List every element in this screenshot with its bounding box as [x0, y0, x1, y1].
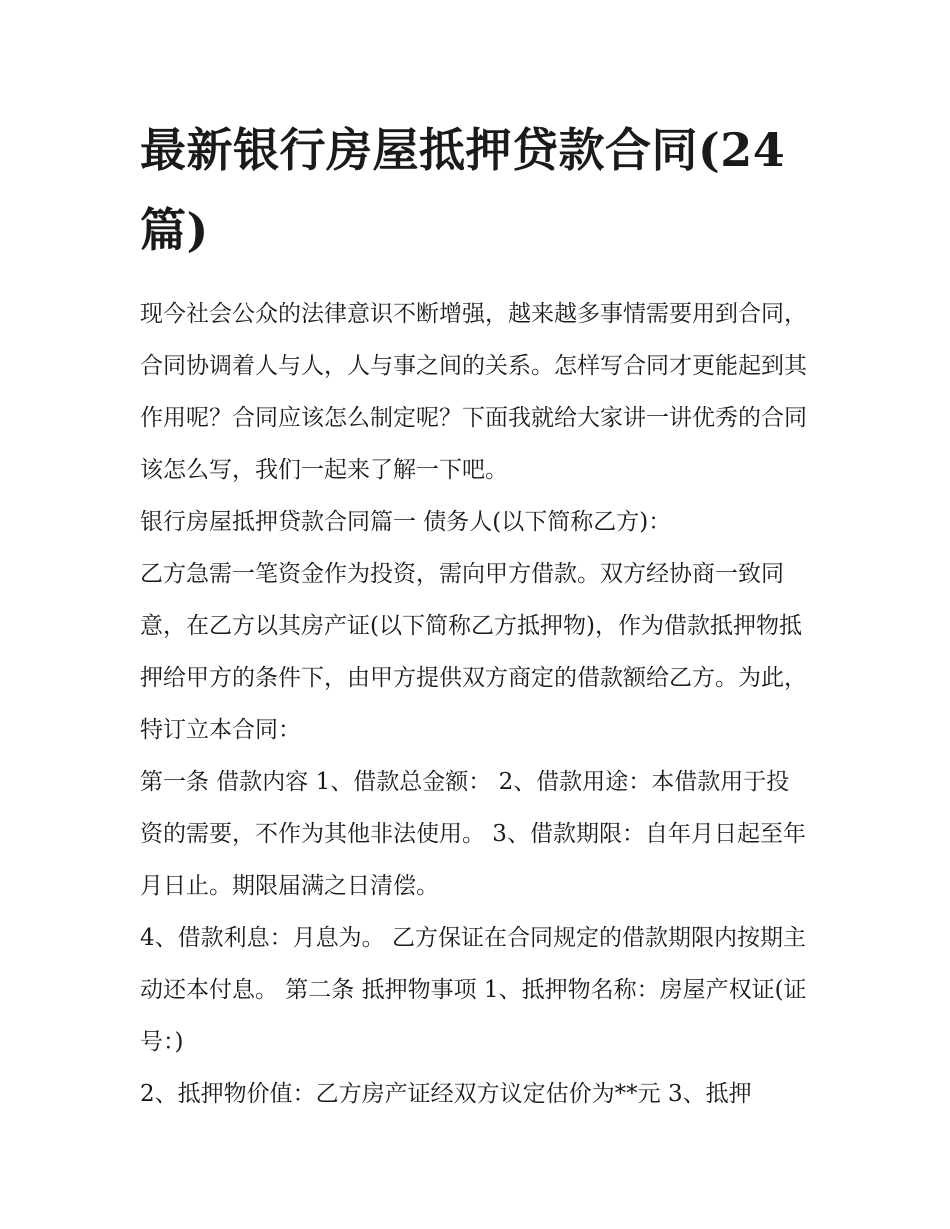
paragraph-article-one: 第一条 借款内容 1、借款总金额： 2、借款用途：本借款用于投资的需要，不作为其他非法使用。 3、借款期限：自年月日起至年月日止。期限届满之日清偿。	[140, 769, 806, 899]
paragraph-loan-purpose: 乙方急需一笔资金作为投资，需向甲方借款。双方经协商一致同意，在乙方以其房产证(以下简称乙方抵押物)，作为借款抵押物抵押给甲方的条件下，由甲方提供双方商定的借款额给乙方。为此，特订立本合同：	[140, 561, 807, 743]
paragraph-collateral-value: 2、抵押物价值：乙方房产证经双方议定估价为**元 3、抵押	[140, 1081, 752, 1107]
document-title: 最新银行房屋抵押贷款合同(24篇)	[140, 123, 786, 257]
paragraph-section-heading: 银行房屋抵押贷款合同篇一 债务人(以下简称乙方)：	[140, 509, 672, 535]
document-page	[140, 110, 812, 1120]
paragraph-intro: 现今社会公众的法律意识不断增强，越来越多事情需要用到合同，合同协调着人与人，人与事之间的关系。怎样写合同才更能起到其作用呢？合同应该怎么制定呢？下面我就给大家讲一讲优秀的合同该怎么写，我们一起来了解一下吧。	[140, 301, 807, 483]
paragraph-interest: 4、借款利息：月息为。 乙方保证在合同规定的借款期限内按期主动还本付息。 第二条 抵押物事项 1、抵押物名称：房屋产权证(证号：)	[140, 925, 807, 1055]
